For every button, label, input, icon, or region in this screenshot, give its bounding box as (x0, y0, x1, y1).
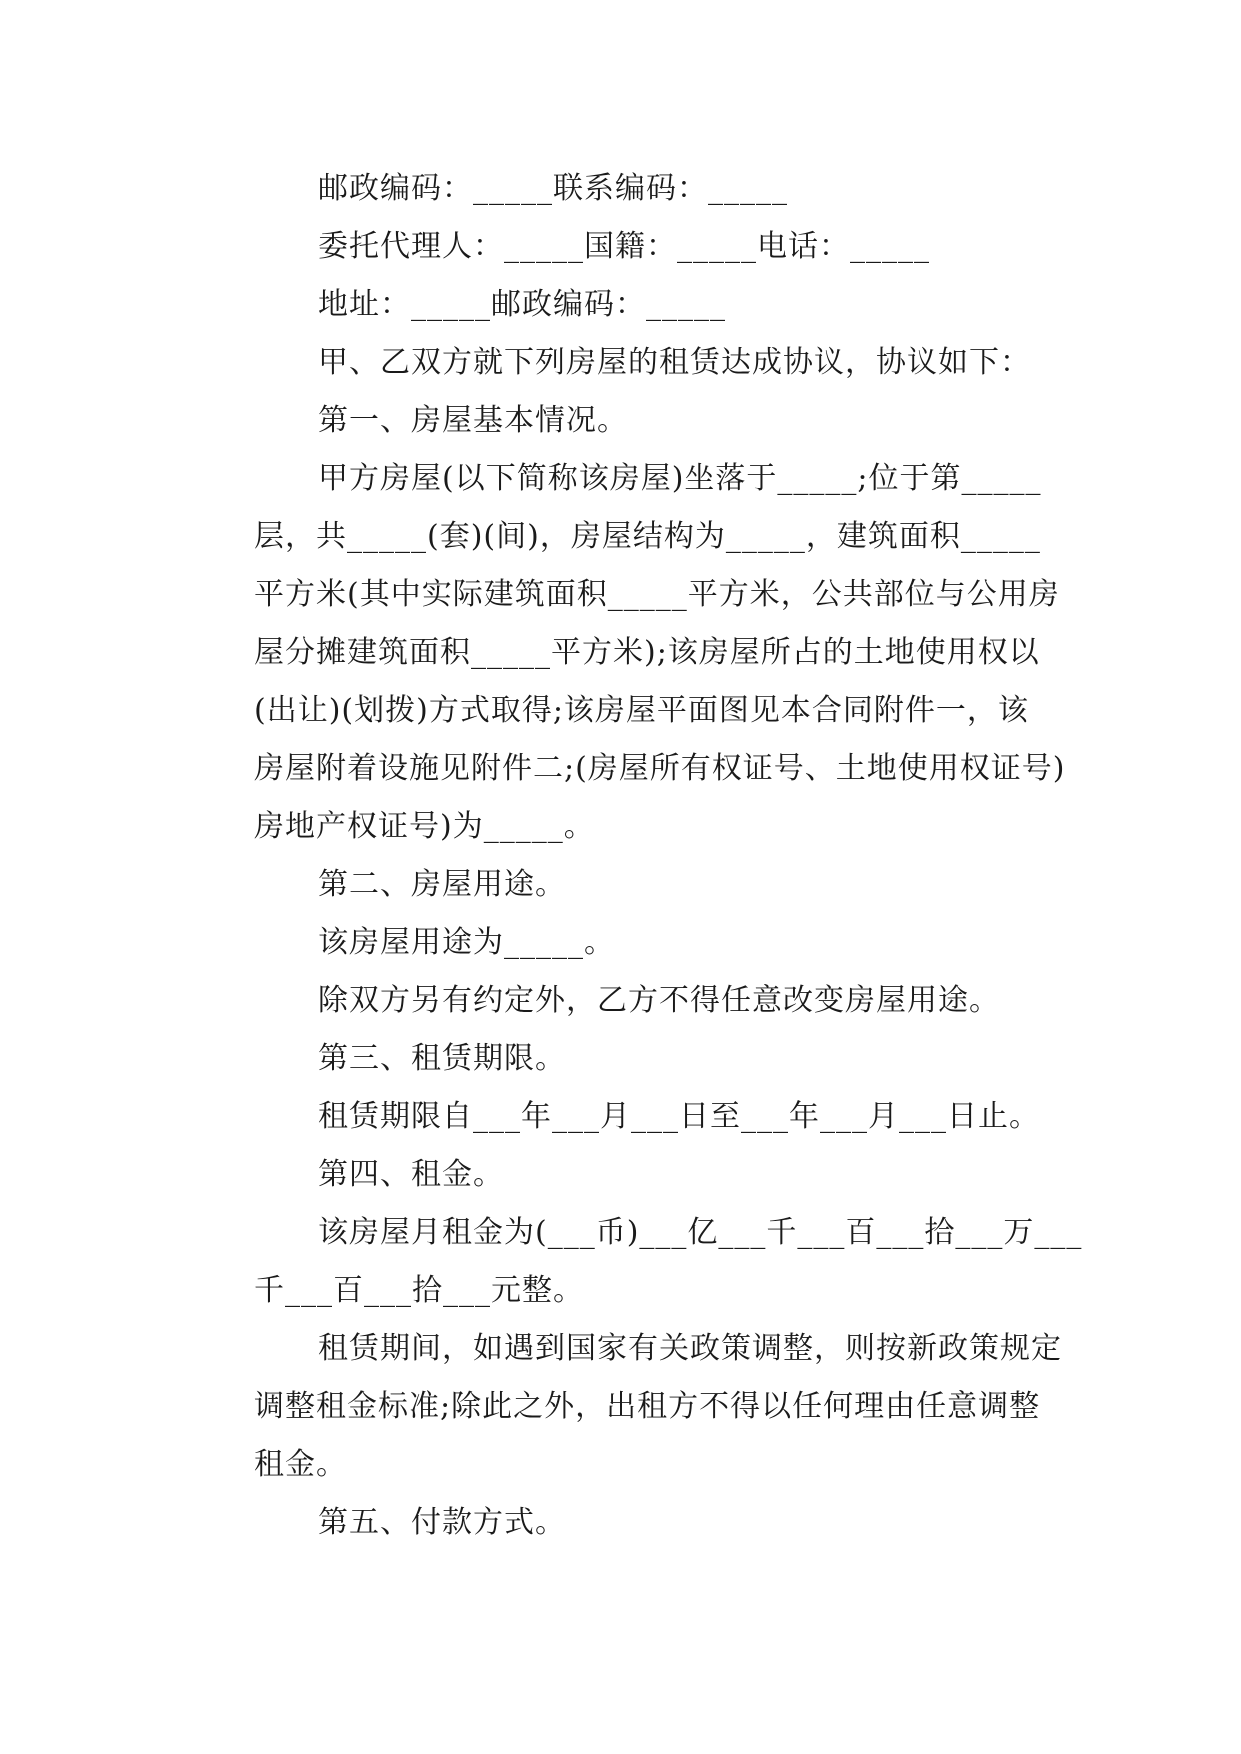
section-heading-1 (190, 392, 1050, 450)
paragraph-lease-term (190, 1088, 1050, 1146)
paragraph-agreement-intro (190, 334, 1050, 392)
paragraph-usage-restriction (190, 972, 1050, 1030)
text-line: 房地产权证号)为_____。 (254, 809, 595, 844)
text-line: 第一、房屋基本情况。 (318, 403, 628, 438)
text-line: (出让)(划拨)方式取得;该房屋平面图见本合同附件一，该 (254, 693, 1029, 728)
text-line: 该房屋月租金为(___币)___亿___千___百___拾___万___ (318, 1215, 1083, 1250)
text-line: 该房屋用途为_____。 (318, 925, 615, 960)
text-line: 租赁期间，如遇到国家有关政策调整，则按新政策规定 (318, 1331, 1062, 1366)
text-line: 平方米(其中实际建筑面积_____平方米，公共部位与公用房 (254, 577, 1060, 612)
paragraph-monthly-rent (190, 1204, 1083, 1320)
text-line: 邮政编码：_____联系编码：_____ (318, 171, 788, 206)
text-line: 房屋附着设施见附件二;(房屋所有权证号、土地使用权证号) (254, 751, 1066, 786)
text-line: 屋分摊建筑面积_____平方米);该房屋所占的土地使用权以 (254, 635, 1040, 670)
paragraph-house-details (190, 450, 1066, 856)
text-line: 千___百___拾___元整。 (254, 1273, 584, 1308)
text-line: 第四、租金。 (318, 1157, 504, 1192)
paragraph-agent (190, 218, 1050, 276)
text-line: 租金。 (254, 1447, 347, 1482)
text-line: 甲、乙双方就下列房屋的租赁达成协议，协议如下： (318, 345, 1031, 380)
text-line: 第五、付款方式。 (318, 1505, 566, 1540)
paragraph-rent-adjustment (190, 1320, 1062, 1494)
section-heading-4 (190, 1146, 1050, 1204)
text-line: 租赁期限自___年___月___日至___年___月___日止。 (318, 1099, 1040, 1134)
text-line: 层，共_____(套)(间)，房屋结构为_____，建筑面积_____ (254, 519, 1041, 554)
section-heading-5 (190, 1494, 1050, 1552)
paragraph-house-usage (190, 914, 1050, 972)
text-line: 调整租金标准;除此之外，出租方不得以任何理由任意调整 (254, 1389, 1041, 1424)
paragraph-address (190, 276, 1050, 334)
text-line: 除双方另有约定外，乙方不得任意改变房屋用途。 (318, 983, 1000, 1018)
text-line: 第二、房屋用途。 (318, 867, 566, 902)
document-body (190, 160, 1083, 1552)
text-line: 第三、租赁期限。 (318, 1041, 566, 1076)
paragraph-postal-contact (190, 160, 1050, 218)
section-heading-2 (190, 856, 1050, 914)
section-heading-3 (190, 1030, 1050, 1088)
text-line: 委托代理人：_____国籍：_____电话：_____ (318, 229, 930, 264)
text-line: 地址：_____邮政编码：_____ (318, 287, 726, 322)
text-line: 甲方房屋(以下简称该房屋)坐落于_____;位于第_____ (318, 461, 1042, 496)
